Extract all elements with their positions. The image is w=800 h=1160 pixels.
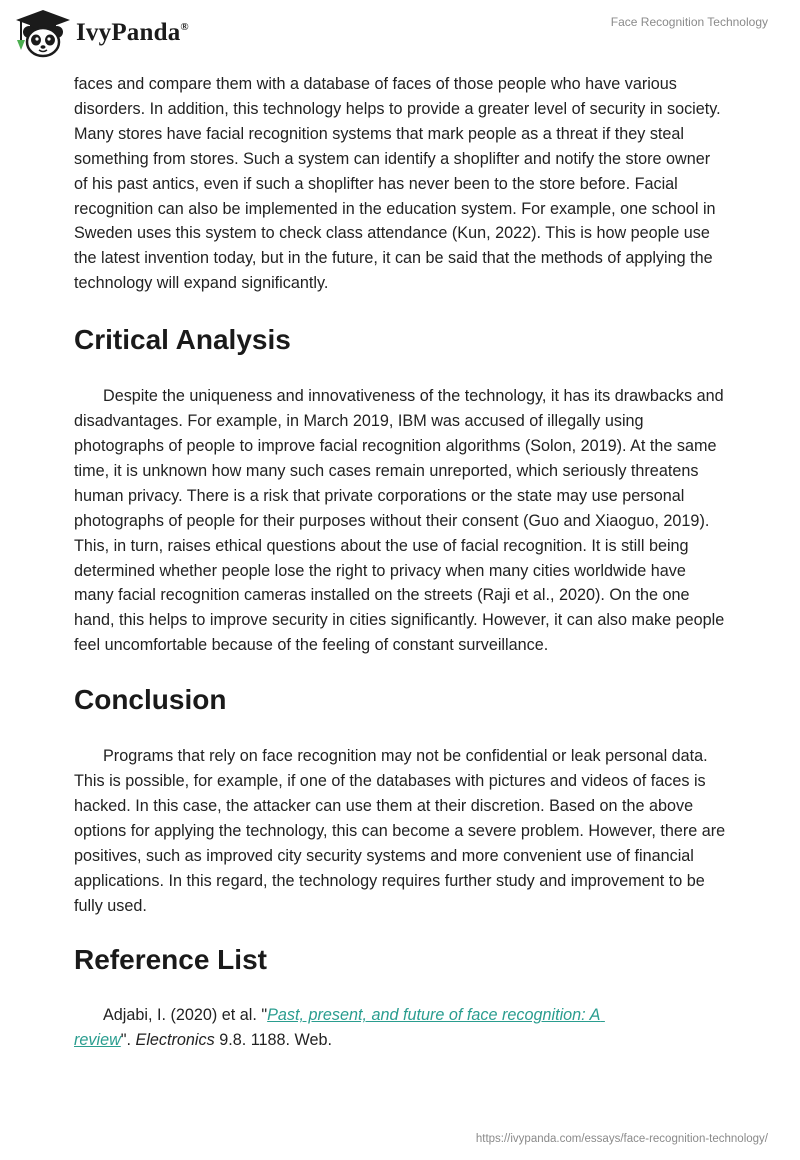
panda-graduate-icon [12,8,74,58]
intro-paragraph: faces and compare them with a database of faces of those people who have various disorders. In addition, this technology helps to provide a greater level of security in society. Many stores have facial recognition systems that mark people as a threat if they steal something from stores. Such a system can identify a shoplifter and notify the store owner of his past antics, even if such a shoplifter has never been to the store before. Facial recognition can also be implemented in the education system. For example, one school in Sweden uses this system to check class attendance (Kun, 2022). This is how people use the latest invention today, but in the future, it can be said that the methods of applying the technology will expand significantly. [74,75,721,293]
document-title: Face Recognition Technology [610,15,768,29]
ivypanda-logo[interactable] [12,8,189,58]
critical-analysis-paragraph: Despite the uniqueness and innovativeness of the technology, it has its drawbacks and disadvantages. For example, in March 2019, IBM was accused of illegally using photographs of people to improve facial recognition algorithms (Solon, 2019). At the same time, it is unknown how many such cases remain unreported, which seriously threatens human privacy. There is a risk that private corporations or the state may use personal photographs of people for their purposes without their consent (Guo and Xiaoguo, 2019). This, in turn, raises ethical questions about the use of facial recognition. It is still being determined whether people lose the right to privacy when many cities worldwide have many facial recognition cameras installed on the streets (Raji et al., 2020). On the one hand, this helps to improve security in cities significantly. However, it can also make people feel uncomfortable because of the feeling of constant surveillance. [74,387,725,655]
journal-name: Electronics [135,1031,215,1050]
page-header [0,0,800,70]
essay-content [74,72,728,1053]
source-url[interactable]: https://ivypanda.com/essays/face-recognition-technology/ [475,1133,768,1145]
reference-title-link[interactable]: Past, present, and future of face recognition: A review [74,1006,601,1050]
reference-entry: Adjabi, I. (2020) et al. "Past, present, and future of face recognition: A review". Electronics 9.8. 1188. Web. [74,1003,728,1053]
conclusion-paragraph: Programs that rely on face recognition may not be confidential or leak personal data. This is possible, for example, if one of the databases with pictures and videos of faces is hacked. In this case, the attacker can use them at their discretion. Based on the above options for applying the technology, this can become a severe problem. However, there are positives, such as improved city security systems and more convenient use of financial applications. In this regard, the technology requires further study and improvement to be fully used. [74,747,726,915]
heading-conclusion: Conclusion [74,684,227,716]
heading-critical-analysis: Critical Analysis [74,324,291,356]
heading-reference-list: Reference List [74,944,267,976]
brand-name: IvyPanda® [76,19,189,46]
